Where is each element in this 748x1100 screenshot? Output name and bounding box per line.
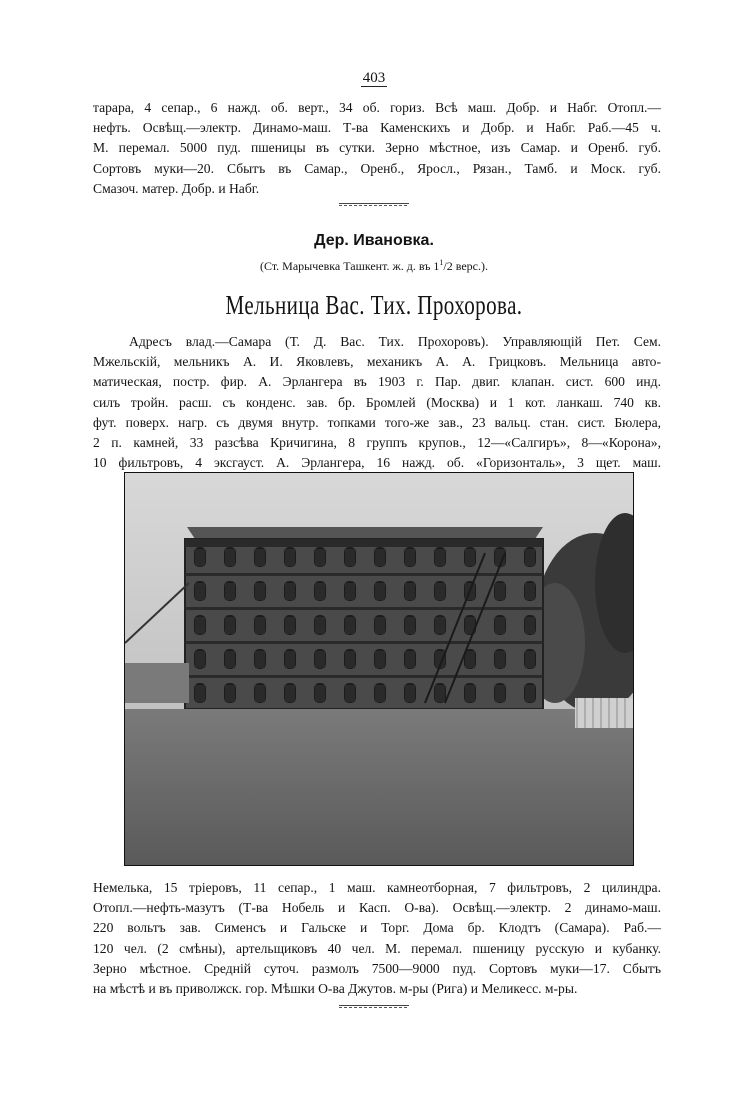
- station-note-tail: /2 верс.).: [443, 259, 488, 273]
- text-line: тарара, 4 сепар., 6 нажд. об. верт., 34 об. гориз. Всѣ маш. Добр. и Набг. Отопл.—: [93, 100, 661, 115]
- mill-building: [185, 527, 543, 709]
- text-line: М. перемал. 5000 пуд. пшеницы въ сутки. Зерно мѣстное, изъ Самар. и Оренб. губ.: [93, 140, 661, 156]
- mill-photograph: [124, 472, 634, 866]
- text-line: Адресъ влад.—Самара (Т. Д. Вас. Тих. Прохоровъ). Управляющій Пет. Сем.: [129, 334, 661, 349]
- text-line: силъ тройн. расш. съ конденс. зав. бр. Бромлей (Москва) и 1 кот. ланкаш. 740 кв.: [93, 394, 661, 410]
- bottom-paragraph: [93, 878, 661, 999]
- station-note-text: (Ст. Марычевка Ташкент. ж. д. въ 1: [259, 259, 440, 273]
- page-number: 403: [362, 70, 386, 86]
- text-line: Отопл.—нефть-мазутъ (Т-ва Нобель и Касп. О-ва). Освѣщ.—электр. 2 динамо-маш.: [93, 900, 661, 916]
- text-line: Мжельскій, мельникъ А. И. Яковлевъ, механикъ А. А. Грицковъ. Мельница авто-: [93, 354, 661, 370]
- top-paragraph: [93, 98, 661, 199]
- text-line: 10 фильтровъ, 4 эксгауст. А. Эрлангера, 16 нажд. об. «Горизонталь», 3 щет. маш.: [93, 455, 661, 471]
- mill-title: Мельница Вас. Тих. Прохорова.: [225, 290, 523, 320]
- text-line: Немелька, 15 тріеровъ, 11 сепар., 1 маш. камнеотборная, 7 фильтровъ, 2 цилиндра.: [93, 880, 661, 895]
- fence-right: [575, 698, 633, 728]
- text-line: нефть. Освѣщ.—электр. Динамо-маш. Т-ва Каменскихъ и Добр. и Набг. Раб.—45 ч.: [93, 120, 661, 136]
- mill-photo-illustration: [125, 473, 633, 865]
- text-line: Сортовъ муки—20. Сбытъ въ Самар., Оренб., Яросл., Рязан., Тамб. и Моск. губ.: [93, 160, 661, 176]
- text-line: матическая, постр. фир. А. Эрлангера въ 1903 г. Пар. двиг. клапан. сист. 600 инд.: [93, 374, 661, 390]
- station-note: [0, 258, 748, 274]
- photo-ground: [125, 709, 633, 865]
- text-line: Зерно мѣстное. Средній суточ. размолъ 7500—9000 пуд. Сортовъ муки—17. Сбытъ: [93, 960, 661, 976]
- text-line: на мѣстѣ и въ приволжск. гор. Мѣшки О-ва Джутов. м-ры (Рига) и Меликесс. м-ры.: [93, 981, 578, 997]
- station-note-fraction: 1: [439, 258, 444, 267]
- text-line: 220 вольтъ зав. Сименсъ и Гальске и Торг. Дома бр. Клодтъ (Самара). Раб.—: [93, 920, 661, 936]
- text-line: Смазоч. матер. Добр. и Набг.: [93, 180, 260, 196]
- place-heading: Дер. Ивановка.: [314, 232, 434, 249]
- mill-description: [93, 332, 661, 473]
- text-line: фут. поверх. нагр. съ двумя внутр. топками того-же зав., 23 вальц. стан. сист. Бюлера,: [93, 414, 661, 430]
- bottom-divider: [339, 1005, 409, 1008]
- text-line: 2 п. камней, 33 разсѣва Кричигина, 8 группъ крупов., 12—«Салгиръ», 8—«Корона»,: [93, 435, 661, 451]
- text-line: 120 чел. (2 смѣны), артельщиковъ 40 чел. М. перемал. пшеницу русскую и кубанку.: [93, 940, 661, 956]
- section-divider: [339, 203, 409, 206]
